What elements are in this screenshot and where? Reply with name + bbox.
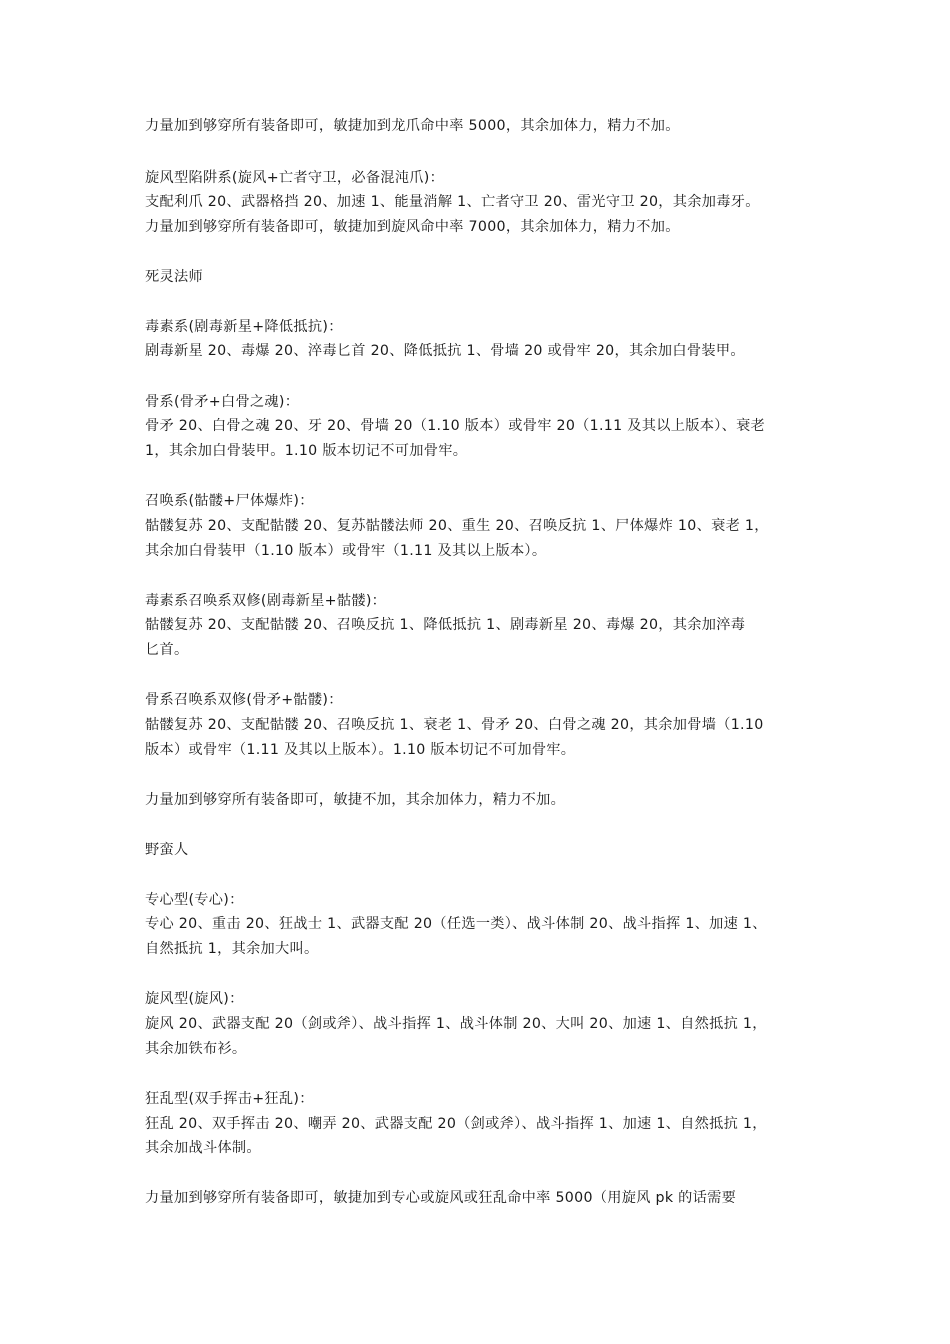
heading-frenzy-build: 狂乱型(双手挥击+狂乱)： bbox=[145, 1091, 314, 1107]
section-heading-necromancer: 死灵法师 bbox=[145, 269, 203, 285]
text-line: 力量加到够穿所有装备即可，敏捷加到旋风命中率 7000，其余加体力，精力不加。 bbox=[145, 219, 680, 235]
section-heading-barbarian: 野蛮人 bbox=[145, 842, 189, 858]
heading-bone-summon-build: 骨系召唤系双修(骨矛+骷髅)： bbox=[145, 692, 343, 708]
text-line-attributes-necromancer: 力量加到够穿所有装备即可，敏捷不加，其余加体力，精力不加。 bbox=[145, 792, 566, 808]
heading-whirlwind-trap-build: 旋风型陷阱系(旋风+亡者守卫，必备混沌爪)： bbox=[145, 170, 445, 186]
text-line: 专心 20、重击 20、狂战士 1、武器支配 20（任选一类）、战斗体制 20、战斗指挥 1、加速 1、 bbox=[145, 916, 767, 932]
text-line: 支配利爪 20、武器格挡 20、加速 1、能量消解 1、亡者守卫 20、雷光守卫 20，其余加毒牙。 bbox=[145, 194, 760, 210]
text-line: 骨矛 20、白骨之魂 20、牙 20、骨墙 20（1.10 版本）或骨牢 20（1.11 及其以上版本）、衰老 bbox=[145, 418, 766, 434]
text-line: 骷髅复苏 20、支配骷髅 20、召唤反抗 1、衰老 1、骨矛 20、白骨之魂 20，其余加骨墙（1.10 bbox=[145, 717, 764, 733]
text-line: 其余加铁布衫。 bbox=[145, 1041, 247, 1057]
heading-whirlwind-build: 旋风型(旋风)： bbox=[145, 991, 244, 1007]
heading-bone-build: 骨系(骨矛+白骨之魂)： bbox=[145, 394, 300, 410]
heading-poison-summon-build: 毒素系召唤系双修(剧毒新星+骷髅)： bbox=[145, 593, 387, 609]
text-line: 骷髅复苏 20、支配骷髅 20、召唤反抗 1、降低抵抗 1、剧毒新星 20、毒爆 20，其余加淬毒 bbox=[145, 617, 746, 633]
heading-concentrate-build: 专心型(专心)： bbox=[145, 892, 244, 908]
text-line-attributes-barbarian: 力量加到够穿所有装备即可，敏捷加到专心或旋风或狂乱命中率 5000（用旋风 pk 的话需要 bbox=[145, 1190, 737, 1206]
heading-summon-build: 召唤系(骷髅+尸体爆炸)： bbox=[145, 493, 314, 509]
text-line: 狂乱 20、双手挥击 20、嘲弄 20、武器支配 20（剑或斧）、战斗指挥 1、加速 1、自然抵抗 1， bbox=[145, 1116, 767, 1132]
text-line: 1，其余加白骨装甲。1.10 版本切记不可加骨牢。 bbox=[145, 443, 468, 459]
text-line: 其余加战斗体制。 bbox=[145, 1140, 261, 1156]
text-line: 剧毒新星 20、毒爆 20、淬毒匕首 20、降低抵抗 1、骨墙 20 或骨牢 20，其余加白骨装甲。 bbox=[145, 343, 745, 359]
text-line: 其余加白骨装甲（1.10 版本）或骨牢（1.11 及其以上版本）。 bbox=[145, 543, 547, 559]
text-line-attributes-dragon-claw: 力量加到够穿所有装备即可，敏捷加到龙爪命中率 5000，其余加体力，精力不加。 bbox=[145, 118, 680, 134]
text-line: 旋风 20、武器支配 20（剑或斧）、战斗指挥 1、战斗体制 20、大叫 20、加速 1、自然抵抗 1， bbox=[145, 1016, 767, 1032]
text-line: 版本）或骨牢（1.11 及其以上版本）。1.10 版本切记不可加骨牢。 bbox=[145, 742, 576, 758]
heading-poison-build: 毒素系(剧毒新星+降低抵抗)： bbox=[145, 319, 343, 335]
text-line: 骷髅复苏 20、支配骷髅 20、复苏骷髅法师 20、重生 20、召唤反抗 1、尸体爆炸 10、衰老 1， bbox=[145, 518, 769, 534]
text-line: 匕首。 bbox=[145, 642, 189, 658]
text-line: 自然抵抗 1，其余加大叫。 bbox=[145, 941, 319, 957]
